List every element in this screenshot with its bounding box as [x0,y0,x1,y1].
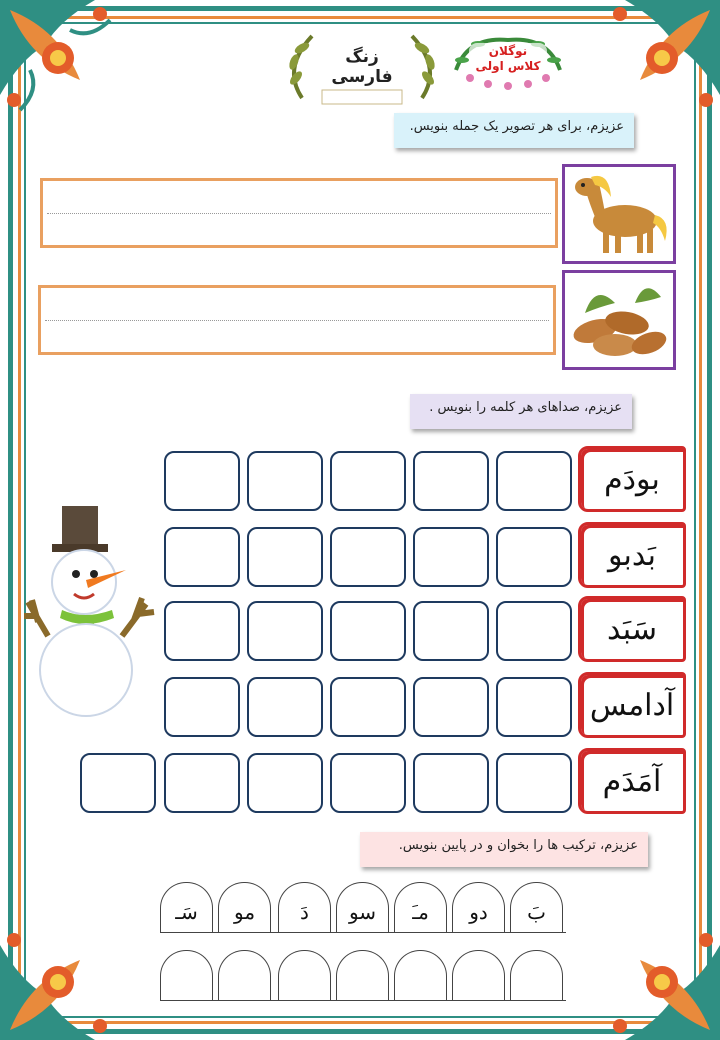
sound-cell[interactable] [164,677,240,737]
horse-icon [565,167,673,261]
snowman-icon [22,506,162,720]
sound-cell[interactable] [247,451,323,511]
sound-cell[interactable] [330,527,406,587]
syllable-write-arch[interactable] [218,950,271,1000]
syllable-write-arch[interactable] [278,950,331,1000]
syllable-arch: دَ [278,882,331,932]
corner-ornament-icon [0,890,150,1040]
word-card: سَبَد [578,596,686,662]
almonds-icon [565,273,673,367]
sound-cell[interactable] [496,753,572,813]
syllable-write-arch[interactable] [452,950,505,1000]
syllable-write-arch[interactable] [394,950,447,1000]
sound-cell[interactable] [247,527,323,587]
dotted-guide-line [45,320,549,321]
syllable-arch: مـَ [394,882,447,932]
syllable-write-arch[interactable] [336,950,389,1000]
syllable-arch: بَ [510,882,563,932]
sound-cell[interactable] [413,451,489,511]
sound-cell[interactable] [164,601,240,661]
corner-ornament-icon [0,0,150,150]
sound-cell[interactable] [164,753,240,813]
syllable-arch: دو [452,882,505,932]
sound-cell[interactable] [330,677,406,737]
dotted-guide-line [47,213,551,214]
syllable-arch: سو [336,882,389,932]
syllable-arch: مو [218,882,271,932]
sound-cell[interactable] [413,527,489,587]
sound-cell[interactable] [413,753,489,813]
corner-ornament-icon [570,890,720,1040]
sentence-write-box[interactable] [38,285,556,355]
sound-cell[interactable] [496,451,572,511]
sound-cell[interactable] [247,601,323,661]
word-card: آمَدَم [578,748,686,814]
sound-cell[interactable] [330,451,406,511]
sound-cell[interactable] [164,451,240,511]
syllable-baseline [160,932,566,933]
worksheet-title: زنگ فارسی [321,45,402,89]
almonds-picture [562,270,676,370]
title-badge [282,28,442,106]
syllable-arch: سَـ [160,882,213,932]
sound-cell[interactable] [247,677,323,737]
sound-cell[interactable] [496,601,572,661]
syllable-baseline [160,1000,566,1001]
sentence-instruction: عزیزم، برای هر تصویر یک جمله بنویس. [394,113,634,148]
word-card: بودَم [578,446,686,512]
sound-cell[interactable] [413,677,489,737]
sound-cell[interactable] [80,753,156,813]
horse-picture [562,164,676,264]
sounds-instruction: عزیزم، صداهای هر کلمه را بنویس . [410,394,632,429]
class-badge [448,26,568,92]
combine-instruction: عزیزم، ترکیب ها را بخوان و در پایین بنویس. [360,832,648,867]
sound-cell[interactable] [247,753,323,813]
word-card: آدامس [578,672,686,738]
sound-cell[interactable] [164,527,240,587]
sentence-write-box[interactable] [40,178,558,248]
class-label: نوگلان کلاس اولی [469,43,546,75]
sound-cell[interactable] [496,677,572,737]
syllable-write-arch[interactable] [160,950,213,1000]
syllable-write-arch[interactable] [510,950,563,1000]
sound-cell[interactable] [496,527,572,587]
sound-cell[interactable] [330,601,406,661]
sound-cell[interactable] [330,753,406,813]
word-card: بَدبو [578,522,686,588]
sound-cell[interactable] [413,601,489,661]
snowman-picture [22,506,162,720]
